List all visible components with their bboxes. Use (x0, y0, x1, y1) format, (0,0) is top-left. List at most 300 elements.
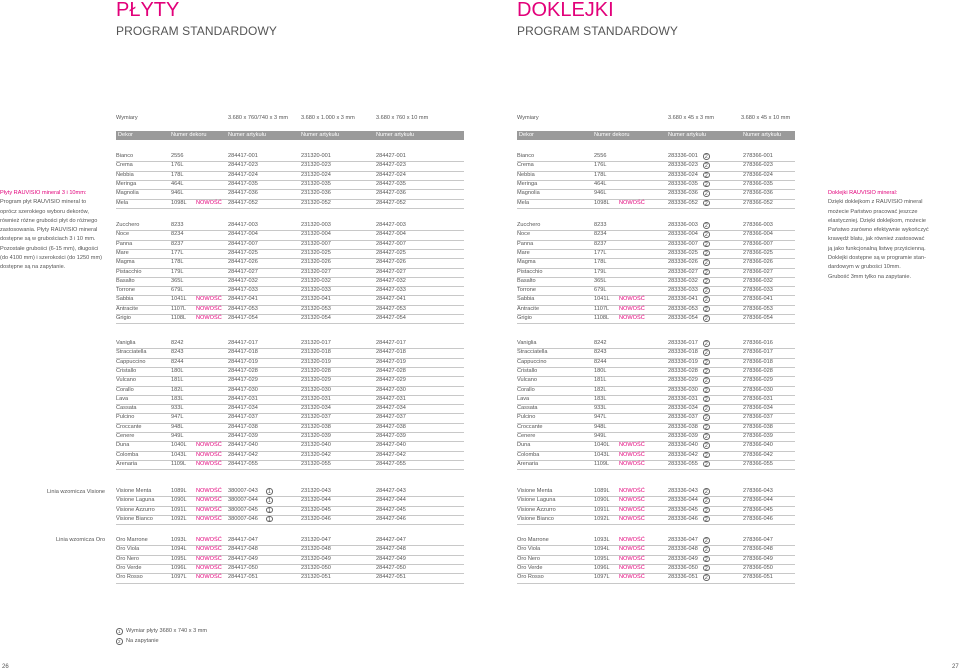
cell-nr-dekoru: 1040L (594, 442, 610, 449)
cell-article-1: 283336-044 (668, 497, 698, 504)
cell-dekor: Croccante (517, 423, 543, 430)
cell-dekor: Bianco (517, 153, 535, 159)
cell-article-2: 231320-045 (301, 506, 331, 513)
cell-article-2: 231320-037 (301, 414, 331, 421)
side-note-line: oprócz szerokiego wyboru dekorów, (0, 208, 89, 215)
cell-article-1: 283336-031 (668, 395, 698, 402)
table-row (517, 432, 795, 441)
table-row (116, 413, 464, 422)
cell-nr-dekoru: 947L (594, 414, 607, 421)
table-row (116, 240, 464, 249)
cell-nr-dekoru: 8237 (171, 240, 184, 247)
cell-nr-dekoru: 183L (171, 395, 184, 402)
side-note-line: Program płyt RAUVISIO mineral to (0, 199, 87, 206)
cell-article-2: 231320-031 (301, 395, 331, 402)
cell-nr-dekoru: 1109L (594, 460, 610, 467)
table-row (116, 305, 464, 314)
table-row (116, 161, 464, 170)
cell-article-1: 284417-001 (228, 153, 258, 159)
cell-article-3: 284427-040 (376, 442, 406, 449)
cell-article-1: 283336-035 (668, 180, 698, 187)
header-article-3: Numer artykułu (376, 132, 414, 138)
cell-nowosc: NOWOŚĆ (619, 497, 645, 504)
cell-nr-dekoru: 1093L (594, 537, 610, 543)
table-row (517, 515, 795, 524)
cell-dekor: Oro Marrone (517, 537, 549, 543)
cell-article-1: 283336-034 (668, 405, 698, 412)
cell-nr-dekoru: 1098L (171, 199, 187, 206)
cell-article-1: 284417-031 (228, 395, 258, 402)
footnote-marker: 2 (704, 575, 708, 582)
header-dekor: Dekor (118, 132, 133, 138)
cell-article-1: 284417-036 (228, 190, 258, 197)
footnote-marker: 2 (704, 516, 708, 523)
footnote-marker: 2 (704, 278, 708, 285)
row-divider (517, 469, 795, 470)
table-row (517, 386, 795, 395)
cell-dekor: Cassata (517, 405, 538, 412)
cell-nr-dekoru: 1091L (171, 506, 187, 513)
table-row (517, 314, 795, 323)
cell-article-2: 278366-042 (743, 451, 773, 458)
cell-dekor: Oro Nero (517, 555, 541, 562)
cell-article-1: 283336-001 (668, 153, 698, 159)
cell-article-2: 231320-052 (301, 199, 331, 206)
cell-article-3: 284427-041 (376, 296, 406, 303)
cell-nr-dekoru: 8244 (594, 358, 607, 365)
table-row (116, 199, 464, 208)
cell-nr-dekoru: 464L (594, 180, 607, 187)
cell-article-2: 231320-041 (301, 296, 331, 303)
cell-nowosc: NOWOŚĆ (196, 564, 222, 571)
table-row (517, 358, 795, 367)
cell-article-3: 284427-027 (376, 268, 406, 275)
cell-article-2: 278366-032 (743, 277, 773, 284)
cell-article-2: 278366-029 (743, 377, 773, 384)
footnote-marker: 2 (704, 396, 708, 403)
footnote-marker: 1 (267, 507, 271, 514)
cell-nr-dekoru: 679L (594, 287, 607, 294)
cell-article-1: 284417-035 (228, 180, 258, 187)
cell-article-1: 283336-029 (668, 377, 698, 384)
cell-article-2: 278366-039 (743, 433, 773, 439)
cell-article-2: 278366-024 (743, 171, 773, 178)
cell-nr-dekoru: 933L (171, 405, 184, 412)
cell-article-2: 231320-035 (301, 180, 331, 187)
cell-nowosc: NOWOŚĆ (196, 555, 222, 562)
cell-dekor: Mare (116, 249, 129, 256)
cell-nr-dekoru: 1092L (594, 515, 610, 522)
cell-dekor: Mela (517, 199, 530, 206)
cell-article-2: 278366-048 (743, 546, 773, 553)
cell-dekor: Zucchero (517, 222, 541, 228)
cell-nr-dekoru: 8237 (594, 240, 607, 247)
cell-nr-dekoru: 8243 (171, 349, 184, 356)
cell-nr-dekoru: 8234 (594, 231, 607, 238)
side-note-line: dostępne są na zapytanie. (0, 264, 66, 271)
header-nr-dekoru: Numer dekoru (171, 132, 207, 138)
cell-article-3: 284427-035 (376, 180, 406, 187)
cell-dekor: Oro Marrone (116, 537, 148, 543)
cell-article-2: 278366-001 (743, 153, 773, 159)
right-side-note (828, 189, 929, 282)
cell-article-2: 231320-033 (301, 287, 331, 294)
cell-article-2: 231320-051 (301, 574, 331, 581)
cell-article-1: 284417-024 (228, 171, 258, 178)
cell-article-3: 284427-050 (376, 564, 406, 571)
cell-nowosc: NOWOŚĆ (619, 555, 645, 562)
cell-nr-dekoru: 1090L (594, 497, 610, 504)
table-row (517, 536, 795, 545)
row-divider (116, 524, 464, 525)
footnote-marker: 1 (267, 489, 271, 495)
cell-article-1: 284417-047 (228, 537, 258, 543)
cell-nr-dekoru: 8243 (594, 349, 607, 356)
cell-nr-dekoru: 1095L (171, 555, 187, 562)
cell-nr-dekoru: 946L (594, 190, 607, 197)
table-row (517, 460, 795, 469)
cell-nr-dekoru: 1041L (171, 296, 187, 303)
cell-article-1: 284417-040 (228, 442, 258, 449)
left-dims-label: Wymiary (116, 115, 138, 121)
table-row (517, 339, 795, 348)
cell-article-2: 231320-053 (301, 305, 331, 312)
cell-article-2: 231320-007 (301, 240, 331, 247)
header-nr-dekoru: Numer dekoru (594, 132, 630, 138)
cell-dekor: Arenaria (116, 460, 138, 467)
cell-article-1: 284417-007 (228, 240, 258, 247)
table-row (517, 286, 795, 295)
table-row (517, 171, 795, 180)
header-article-2: Numer artykułu (301, 132, 339, 138)
cell-dekor: Vaniglia (517, 340, 537, 346)
cell-nowosc: NOWOŚĆ (619, 315, 645, 321)
cell-dekor: Cassata (116, 405, 137, 412)
cell-nr-dekoru: 8244 (171, 358, 184, 365)
cell-nr-dekoru: 679L (171, 287, 184, 294)
footnote-marker: 2 (704, 241, 708, 248)
cell-article-3: 284427-043 (376, 488, 406, 494)
cell-nr-dekoru: 1094L (594, 546, 610, 553)
cell-article-3: 284427-018 (376, 349, 406, 356)
table-row (116, 487, 464, 496)
cell-article-2: 278366-041 (743, 296, 773, 303)
cell-nr-dekoru: 1094L (171, 546, 187, 553)
table-row (517, 413, 795, 422)
footnote-marker: 2 (704, 163, 708, 170)
cell-article-1: 284417-051 (228, 574, 258, 581)
footnote-marker: 2 (704, 498, 708, 505)
table-row (116, 339, 464, 348)
cell-dekor: Pulcino (116, 414, 135, 421)
cell-article-3: 284427-044 (376, 497, 406, 504)
cell-article-1: 283336-049 (668, 555, 698, 562)
left-dims-c1: 3.680 x 760/740 x 3 mm (228, 115, 289, 121)
footnote-marker: 2 (704, 359, 708, 366)
cell-article-2: 231320-047 (301, 537, 331, 543)
left-column-header (116, 131, 464, 140)
side-note-line: zastosowania. Płyty RAUVISIO mineral (0, 227, 98, 234)
cell-article-1: 284417-034 (228, 405, 258, 412)
cell-article-3: 284427-017 (376, 340, 406, 346)
cell-nr-dekoru: 177L (594, 249, 607, 256)
side-note-line: Doklejki dostępne są w programie stan- (828, 255, 926, 262)
cell-article-1: 284417-026 (228, 259, 258, 266)
cell-article-1: 380007-046 (228, 515, 258, 522)
cell-nr-dekoru: 1097L (171, 574, 187, 581)
cell-dekor: Duna (116, 442, 130, 449)
cell-nr-dekoru: 181L (594, 377, 607, 384)
cell-dekor: Pulcino (517, 414, 536, 421)
table-row (116, 496, 464, 505)
table-row (517, 277, 795, 286)
cell-article-1: 380007-045 (228, 506, 258, 513)
row-divider (517, 208, 795, 209)
cell-nr-dekoru: 365L (171, 277, 184, 284)
cell-dekor: Oro Nero (116, 555, 140, 562)
cell-article-1: 283336-030 (668, 386, 698, 393)
cell-article-3: 284427-023 (376, 162, 406, 169)
cell-article-1: 284417-050 (228, 564, 258, 571)
cell-nr-dekoru: 1096L (594, 564, 610, 571)
legend-text: Wymiar płyty 3680 x 740 x 3 mm (126, 628, 208, 634)
row-divider (517, 323, 795, 324)
cell-article-1: 283336-025 (668, 249, 698, 256)
cell-nowosc: NOWOŚĆ (619, 564, 645, 571)
cell-nr-dekoru: 180L (171, 367, 184, 374)
footnote-marker: 2 (704, 556, 708, 563)
cell-nr-dekoru: 178L (171, 171, 184, 178)
side-note-line: (do 4100 mm) i szerokości (do 1250 mm) (0, 255, 102, 262)
cell-nr-dekoru: 1089L (594, 488, 610, 494)
footnote-marker: 2 (704, 415, 708, 422)
legend-marker: 1 (117, 629, 121, 634)
cell-dekor: Cappuccino (116, 358, 146, 365)
table-row (517, 506, 795, 515)
cell-dekor: Magnolia (517, 190, 540, 197)
cell-nowosc: NOWOŚĆ (619, 451, 645, 458)
cell-article-2: 278366-043 (743, 488, 773, 494)
cell-article-1: 284417-053 (228, 305, 258, 312)
cell-dekor: Mare (517, 249, 530, 256)
cell-article-2: 231320-023 (301, 162, 331, 169)
cell-dekor: Oro Viola (116, 546, 140, 553)
cell-dekor: Corallo (517, 386, 535, 393)
cell-article-1: 283336-023 (668, 162, 698, 169)
cell-article-2: 231320-030 (301, 386, 331, 393)
cell-article-2: 278366-037 (743, 414, 773, 421)
cell-article-1: 284417-054 (228, 315, 258, 321)
cell-dekor: Torrone (517, 287, 536, 294)
table-row (116, 545, 464, 554)
footnote-marker: 2 (704, 443, 708, 450)
cell-article-2: 278366-030 (743, 386, 773, 393)
footnote-marker: 2 (704, 172, 708, 179)
cell-article-1: 284417-041 (228, 296, 258, 303)
footnote-marker: 2 (704, 154, 708, 160)
cell-dekor: Cristallo (517, 367, 538, 374)
cell-article-3: 284427-049 (376, 555, 406, 562)
cell-article-1: 283336-026 (668, 259, 698, 266)
cell-article-2: 278366-050 (743, 564, 773, 571)
footnote-marker: 2 (704, 341, 708, 347)
footnote-marker: 2 (704, 260, 708, 267)
cell-article-2: 278366-052 (743, 199, 773, 206)
cell-article-1: 284417-004 (228, 231, 258, 238)
cell-article-3: 284427-033 (376, 287, 406, 294)
cell-dekor: Oro Verde (116, 564, 142, 571)
cell-nowosc: NOWOŚĆ (196, 515, 222, 522)
cell-article-1: 283336-052 (668, 199, 698, 206)
cell-nr-dekoru: 949L (171, 433, 184, 439)
cell-article-2: 278366-035 (743, 180, 773, 187)
cell-nr-dekoru: 182L (594, 386, 607, 393)
table-row (116, 152, 464, 161)
cell-article-1: 284417-039 (228, 433, 258, 439)
cell-nr-dekoru: 1043L (171, 451, 187, 458)
cell-dekor: Visione Laguna (116, 497, 155, 504)
footnote-marker: 2 (704, 191, 708, 198)
cell-nr-dekoru: 1090L (171, 497, 187, 504)
cell-article-2: 278366-018 (743, 358, 773, 365)
cell-dekor: Crema (517, 162, 534, 169)
cell-dekor: Cenere (517, 433, 536, 439)
cell-article-2: 278366-045 (743, 506, 773, 513)
table-row (517, 564, 795, 573)
footnote-marker: 1 (267, 516, 271, 523)
cell-article-1: 284417-018 (228, 349, 258, 356)
cell-nr-dekoru: 464L (171, 180, 184, 187)
table-row (517, 348, 795, 357)
cell-nowosc: NOWOŚĆ (619, 199, 645, 206)
cell-article-3: 284427-051 (376, 574, 406, 581)
cell-article-1: 283336-039 (668, 433, 698, 439)
cell-dekor: Visione Bianco (116, 515, 153, 522)
table-row (517, 545, 795, 554)
side-note-line: również różne grubości płyt do różnego (0, 217, 98, 224)
cell-article-2: 278366-053 (743, 305, 773, 312)
cell-dekor: Stracciatella (116, 349, 147, 356)
cell-dekor: Cappuccino (517, 358, 547, 365)
cell-article-1: 283336-055 (668, 460, 698, 467)
cell-dekor: Basalto (116, 277, 135, 284)
cell-nr-dekoru: 8242 (594, 340, 607, 346)
side-note-line: Dzięki doklejkom z RAUVISIO mineral (828, 199, 923, 206)
cell-nr-dekoru: 179L (594, 268, 607, 275)
cell-nr-dekoru: 180L (594, 367, 607, 374)
footnote-marker: 2 (704, 461, 708, 468)
table-row (517, 268, 795, 277)
cell-dekor: Panna (517, 240, 534, 247)
cell-article-3: 284427-007 (376, 240, 406, 247)
cell-article-1: 283336-004 (668, 231, 698, 238)
cell-dekor: Visione Menta (517, 488, 553, 494)
cell-article-1: 283336-007 (668, 240, 698, 247)
cell-article-2: 278366-023 (743, 162, 773, 169)
cell-article-2: 231320-019 (301, 358, 331, 365)
cell-nr-dekoru: 949L (594, 433, 607, 439)
cell-article-1: 283336-024 (668, 171, 698, 178)
cell-article-2: 278366-038 (743, 423, 773, 430)
table-row (116, 348, 464, 357)
cell-dekor: Colomba (116, 451, 139, 458)
cell-nr-dekoru: 365L (594, 277, 607, 284)
table-row (517, 423, 795, 432)
cell-nowosc: NOWOŚĆ (196, 574, 222, 581)
table-row (517, 230, 795, 239)
cell-article-3: 284427-054 (376, 315, 406, 321)
cell-nowosc: NOWOŚĆ (619, 506, 645, 513)
footnote-marker: 2 (704, 547, 708, 554)
side-note-line: Państwo zarówno efektywnie wykończyć (828, 227, 929, 234)
cell-nr-dekoru: 1097L (594, 574, 610, 581)
cell-article-2: 231320-026 (301, 259, 331, 266)
footnote-marker: 2 (704, 232, 708, 239)
row-divider (116, 208, 464, 209)
right-page-title: DOKLEJKI (517, 0, 614, 21)
table-row (116, 432, 464, 441)
cell-nr-dekoru: 1041L (594, 296, 610, 303)
footnote-marker: 2 (704, 181, 708, 188)
cell-dekor: Bianco (116, 153, 134, 159)
cell-dekor: Vulcano (116, 377, 137, 384)
cell-article-1: 283336-043 (668, 488, 698, 494)
cell-article-2: 231320-044 (301, 497, 331, 504)
cell-dekor: Stracciatella (517, 349, 548, 356)
footnote-marker: 2 (704, 368, 708, 375)
cell-article-2: 231320-055 (301, 460, 331, 467)
table-row (116, 573, 464, 582)
footnote-marker: 2 (704, 452, 708, 459)
cell-dekor: Magnolia (116, 190, 139, 197)
cell-article-1: 284417-029 (228, 377, 258, 384)
cell-nr-dekoru: 177L (171, 249, 184, 256)
cell-nr-dekoru: 8234 (171, 231, 184, 238)
cell-article-1: 283336-041 (668, 296, 698, 303)
cell-article-1: 283336-046 (668, 515, 698, 522)
cell-article-2: 231320-034 (301, 405, 331, 412)
table-row (517, 404, 795, 413)
visione-line-label: Linia wzornicza Visione (47, 489, 106, 495)
table-row (517, 249, 795, 258)
table-row (517, 295, 795, 304)
cell-article-3: 284427-055 (376, 460, 406, 467)
table-row (116, 268, 464, 277)
cell-nowosc: NOWOŚĆ (196, 451, 222, 458)
right-column-header (517, 131, 795, 140)
cell-dekor: Pistacchio (517, 268, 543, 275)
left-page-subtitle: PROGRAM STANDARDOWY (116, 24, 278, 38)
cell-article-2: 278366-040 (743, 442, 773, 449)
cell-dekor: Oro Rosso (517, 574, 544, 581)
footnote-marker: 2 (704, 269, 708, 276)
cell-nowosc: NOWOŚĆ (196, 305, 222, 312)
cell-article-2: 231320-043 (301, 488, 331, 494)
right-page-subtitle: PROGRAM STANDARDOWY (517, 24, 679, 38)
header-article-1: Numer artykułu (228, 132, 266, 138)
cell-nr-dekoru: 182L (171, 386, 184, 393)
right-page-number: 27 (952, 664, 959, 670)
cell-nr-dekoru: 1095L (594, 555, 610, 562)
side-note-line: elastyczniej. Dzięki doklejkom, możecie (828, 217, 926, 224)
table-row (517, 221, 795, 230)
cell-dekor: Zucchero (116, 222, 140, 228)
cell-nowosc: NOWOŚĆ (196, 488, 222, 494)
cell-nowosc: NOWOŚĆ (619, 296, 645, 303)
cell-dekor: Corallo (116, 386, 134, 393)
cell-nr-dekoru: 948L (594, 423, 607, 430)
header-article-2: Numer artykułu (743, 132, 781, 138)
